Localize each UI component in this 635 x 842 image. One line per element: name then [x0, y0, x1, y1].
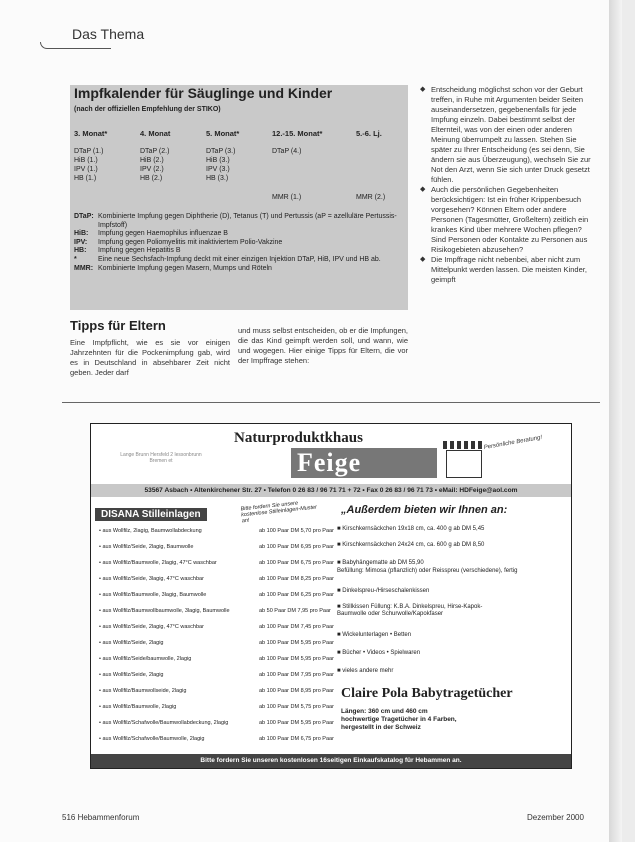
page-binding-edge [609, 0, 622, 842]
more-item: Befüllung: Mimosa (pflanzlich) oder Reisspreu (verschiedene), fertig [337, 568, 518, 574]
more-item: ■ Stillkissen Füllung: K.B.A. Dinkelspreu, Hirse-Kapok-Baumwolle oder Schurwolle/Kapokfaser [337, 604, 483, 617]
product-price: ab 100 Paar DM 5,95 pro Paar [259, 640, 334, 646]
legend-text: Impfung gegen Poliomyelitis mit inaktiviertem Polio-Vakzine [98, 238, 283, 246]
legend-text: Kombinierte Impfung gegen Masern, Mumps und Röteln [98, 264, 272, 272]
ad-more-products [337, 504, 563, 674]
section-divider [62, 402, 600, 403]
legend-item [74, 239, 404, 248]
vaccination-schedule-box [70, 85, 408, 310]
claire-pola-title: Claire Pola Babytragetücher [341, 686, 513, 701]
product-price: ab 100 Paar DM 5,95 pro Paar [259, 720, 334, 726]
cell: IPV (3.) [206, 166, 230, 173]
product-price: ab 100 Paar DM 8,25 pro Paar [259, 576, 334, 582]
product-price: ab 100 Paar DM 5,70 pro Paar [259, 528, 334, 534]
cell: HiB (3.) [206, 157, 230, 164]
legend-text: Kombinierte Impfung gegen Diphtherie (D), Tetanus (T) und Pertussis (aP = azelluläre Pertussis-Impfstoff) [98, 213, 397, 229]
product-name: • aus Wollfilz/Seide, 2lagig [99, 640, 164, 646]
product-price: ab 100 Paar DM 5,95 pro Paar [259, 656, 334, 662]
schedule-row [74, 194, 404, 203]
tips-heading: Tipps für Eltern [70, 318, 166, 333]
cell: DTaP (4.) [272, 148, 302, 155]
product-price: ab 100 Paar DM 7,45 pro Paar [259, 624, 334, 630]
legend-key: HB: [74, 247, 87, 255]
product-name: • aus Wollfilz/Seide, 3lagig, 47°C waschbar [99, 576, 204, 582]
schedule-rows [74, 148, 404, 203]
product-name: • aus Wollfilz/Schafwolle/Baumwolle, 2lagig [99, 736, 205, 742]
product-name: • aus Wollfilz/Baumwolle, 2lagig, 47°C waschbar [99, 560, 217, 566]
ad-header [91, 424, 571, 484]
legend-item [74, 213, 404, 230]
schedule-title: Impfkalender für Säuglinge und Kinder [74, 85, 333, 101]
legend-text: Impfung gegen Haemophilus influenzae B [98, 230, 228, 238]
cell: IPV (1.) [74, 166, 98, 173]
product-name: • aus Wollfilz/Baumwolle, 3lagig, Baumwolle [99, 592, 207, 598]
more-item: ■ Kirschkernsäckchen 24x24 cm, ca. 600 g ab DM 8,50 [337, 542, 485, 548]
bullet-item: ◆ Auch die persönlichen Gegebenheiten berücksichtigen: Ist ein früher Krippenbesuch vorgesehen? Können Eltern oder andere Personen (Tagesmütter, Großeltern) zeitlich ein krankes Kind über mehrere Wochen pflegen? Sind Personen oder Kontakte zu Personen aus Risikogebieten abzusehen? [420, 185, 596, 255]
more-item: ■ Dinkelspreu-/Hirseschalenkissen [337, 588, 430, 594]
col-header: 12.-15. Monat* [272, 129, 323, 138]
product-price: ab 100 Paar DM 6,95 pro Paar [259, 544, 334, 550]
schedule-subtitle: (nach der offiziellen Empfehlung der STIKO) [74, 106, 221, 113]
more-item: ■ vieles andere mehr [337, 668, 394, 674]
legend-item [74, 265, 404, 274]
product-name: • aus Wollfilz/Schafwolle/Baumwollabdeckung, 2lagig [99, 720, 229, 726]
legend-key: DTaP: [74, 213, 94, 220]
tips-bullets [420, 85, 596, 285]
legend-text: Eine neue Sechsfach-Impfung deckt mit einer einzigen Injektion DTaP, HiB, IPV und HB ab. [98, 255, 381, 263]
product-price: ab 100 Paar DM 7,95 pro Paar [259, 672, 334, 678]
col-header: 4. Monat [140, 129, 171, 138]
product-name: • aus Wollfilz/Baumwolle, 2lagig [99, 704, 177, 710]
ad-shop-name: Naturproduktkhaus [234, 430, 363, 446]
col-header: 3. Monat* [74, 129, 108, 138]
legend-item [74, 256, 404, 265]
cell: HB (3.) [206, 175, 229, 182]
legend-item [74, 230, 404, 239]
cell: MMR (2.) [356, 194, 386, 201]
ad-brand-logo: Feige [291, 448, 437, 478]
claire-pola-details: Längen: 360 cm und 460 cm hochwertige Tragetücher in 4 Farben, hergestellt in der Schweiz [341, 708, 457, 731]
schedule-row [74, 157, 404, 166]
cell: HiB (1.) [74, 157, 98, 164]
bullet-item: ◆ Entscheidung möglichst schon vor der Geburt treffen, in Ruhe mit Argumenten beider Seiten auseinandersetzen, gegebenenfalls für jede Impfung einzeln. Dabei bestimmt selbst der Elternteil, was von der einen oder anderen Meinung überrumpelt zu lassen. Stehen Sie später zu Ihrer Entscheidung (es sei denn, Sie ändern sie aus Überzeugung), wechseln Sie zur Not den Arzt, wenn Sie sich unter Druck gesetzt fühlen. [420, 85, 596, 185]
legend-text: Impfung gegen Hepatitis B [98, 247, 181, 255]
schedule-row [74, 148, 404, 157]
bullet-item: ◆ Die Impffrage nicht nebenbei, aber nicht zum Mittelpunkt werden lassen. Die meisten Kinder, geimpft [420, 255, 596, 285]
legend-item [74, 247, 404, 256]
ad-address-bar: 53567 Asbach • Altenkirchener Str. 27 • Telefon 0 26 83 / 96 71 71 + 72 • Fax 0 26 83 / 96 71 73 • eMail: HDFeige@aol.com [91, 484, 571, 497]
cell: MMR (1.) [272, 194, 302, 201]
ad-footer-bar: Bitte fordern Sie unseren kostenlosen 16seitigen Einkaufskatalog für Hebammen an. [91, 754, 571, 768]
product-price: ab 100 Paar DM 6,25 pro Paar [259, 592, 334, 598]
more-item: ■ Wickelunterlagen • Betten [337, 632, 412, 638]
more-item: ■ Babyhängematte ab DM 55,90 [337, 560, 424, 566]
schedule-legend [74, 213, 404, 273]
more-item: ■ Bücher • Videos • Spielwaren [337, 650, 421, 656]
cell: DTaP (3.) [206, 148, 236, 155]
header-decoration [40, 42, 111, 49]
ad-sample-note: Bitte fordern Sie unsere kostenlose Stilleinlagen-Muster an! [240, 500, 318, 525]
product-name: • aus Wollfilz/Baumwollseide, 2lagig [99, 688, 187, 694]
legend-key: MMR: [74, 264, 94, 272]
legend-key: * [74, 255, 77, 263]
ad-more-heading: „Außerdem bieten wir Ihnen an: [341, 504, 508, 516]
schedule-row [74, 175, 404, 184]
product-price: ab 100 Paar DM 6,75 pro Paar [259, 736, 334, 742]
product-price: ab 100 Paar DM 8,95 pro Paar [259, 688, 334, 694]
ad-personal-advice: Persönliche Beratung! [483, 434, 543, 452]
cell: DTaP (2.) [140, 148, 170, 155]
ad-logo-small-text: Lange Brunn Hersfeld 2 lessonbrunn Bremen et [120, 452, 202, 464]
product-price: ab 100 Paar DM 5,75 pro Paar [259, 704, 334, 710]
product-name: • aus Wollfilz, 2lagig, Baumwollabdeckung [99, 528, 202, 534]
cell: HiB (2.) [140, 157, 164, 164]
disana-brand: DISANA Stilleinlagen [95, 508, 207, 521]
ad-stilleinlagen-section [95, 500, 334, 742]
advertisement [90, 423, 572, 769]
product-name: • aus Wollfilz/Seide, 2lagig, Baumwolle [99, 544, 194, 550]
schedule-row [74, 166, 404, 175]
page-footer-left: 516 Hebammenforum [62, 813, 140, 822]
col-header: 5. Monat* [206, 129, 240, 138]
product-name: • aus Wollfilz/Seide, 2lagig, 47°C waschbar [99, 624, 204, 630]
product-name: • aus Wollfilz/Baumwollbaumwolle, 3lagig, Baumwolle [99, 608, 230, 614]
cell: DTaP (1.) [74, 148, 104, 155]
cell: HB (1.) [74, 175, 97, 182]
more-item: ■ Kirschkernsäckchen 19x18 cm, ca. 400 g ab DM 5,45 [337, 526, 485, 532]
house-icon [446, 450, 482, 478]
page-footer-right: Dezember 2000 [527, 813, 584, 822]
cell: HB (2.) [140, 175, 163, 182]
product-name: • aus Wollfilz/Seide, 2lagig [99, 672, 164, 678]
tips-column-2: und muss selbst entscheiden, ob er die Impfungen, die das Kind geimpft werden soll, und wann, wie und wogegen. Hier einige Tipps für Eltern, die vor der Impffrage stehen: [238, 326, 408, 365]
product-price: ab 50 Paar DM 7,95 pro Paar [259, 608, 331, 614]
col-header: 5.-6. Lj. [356, 129, 382, 138]
legend-key: IPV: [74, 238, 88, 246]
cell: IPV (2.) [140, 166, 164, 173]
product-price: ab 100 Paar DM 6,75 pro Paar [259, 560, 334, 566]
legend-key: HiB: [74, 230, 89, 238]
section-title: Das Thema [72, 26, 145, 42]
product-name: • aus Wollfilz/Seide/baumwolle, 2lagig [99, 656, 192, 662]
tips-column-1: Eine Impfpflicht, wie es sie vor einigen Jahrzehnten für die Pockenimpfung gab, wird es in Deutschland in absehbarer Zeit nicht geben. Jeder darf [70, 338, 230, 377]
